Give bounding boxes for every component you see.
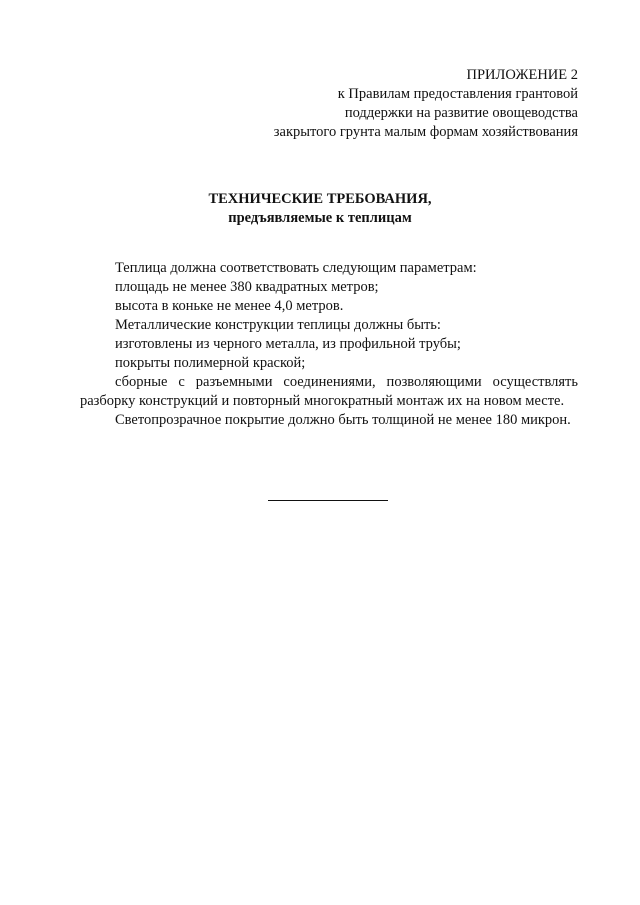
- document-body: [80, 259, 578, 430]
- document-title: [0, 190, 640, 228]
- body-paragraph: высота в коньке не менее 4,0 метров.: [115, 298, 344, 314]
- body-paragraph: покрыты полимерной краской;: [115, 355, 306, 371]
- title-subtitle: предъявляемые к теплицам: [228, 210, 412, 226]
- appendix-reference-line: к Правилам предоставления грантовой: [337, 86, 578, 102]
- body-paragraph: изготовлены из черного металла, из профильной трубы;: [115, 336, 461, 352]
- body-paragraph: Металлические конструкции теплицы должны быть:: [115, 317, 441, 333]
- body-paragraph: площадь не менее 380 квадратных метров;: [115, 279, 379, 295]
- appendix-number: ПРИЛОЖЕНИЕ 2: [466, 67, 578, 83]
- body-paragraph: Светопрозрачное покрытие должно быть толщиной не менее 180 микрон.: [115, 412, 571, 428]
- appendix-reference-line: поддержки на развитие овощеводства: [344, 105, 578, 121]
- title-main: ТЕХНИЧЕСКИЕ ТРЕБОВАНИЯ,: [208, 191, 432, 207]
- body-paragraph: сборные с разъемными соединениями, позволяющими осуществлять разборку конструкций и повторный многократный монтаж их на новом месте.: [80, 374, 578, 409]
- body-paragraph: Теплица должна соответствовать следующим параметрам:: [115, 260, 477, 276]
- appendix-reference-line: закрытого грунта малым формам хозяйствования: [273, 124, 578, 140]
- closing-separator-line: [268, 500, 388, 501]
- appendix-header: [274, 66, 578, 142]
